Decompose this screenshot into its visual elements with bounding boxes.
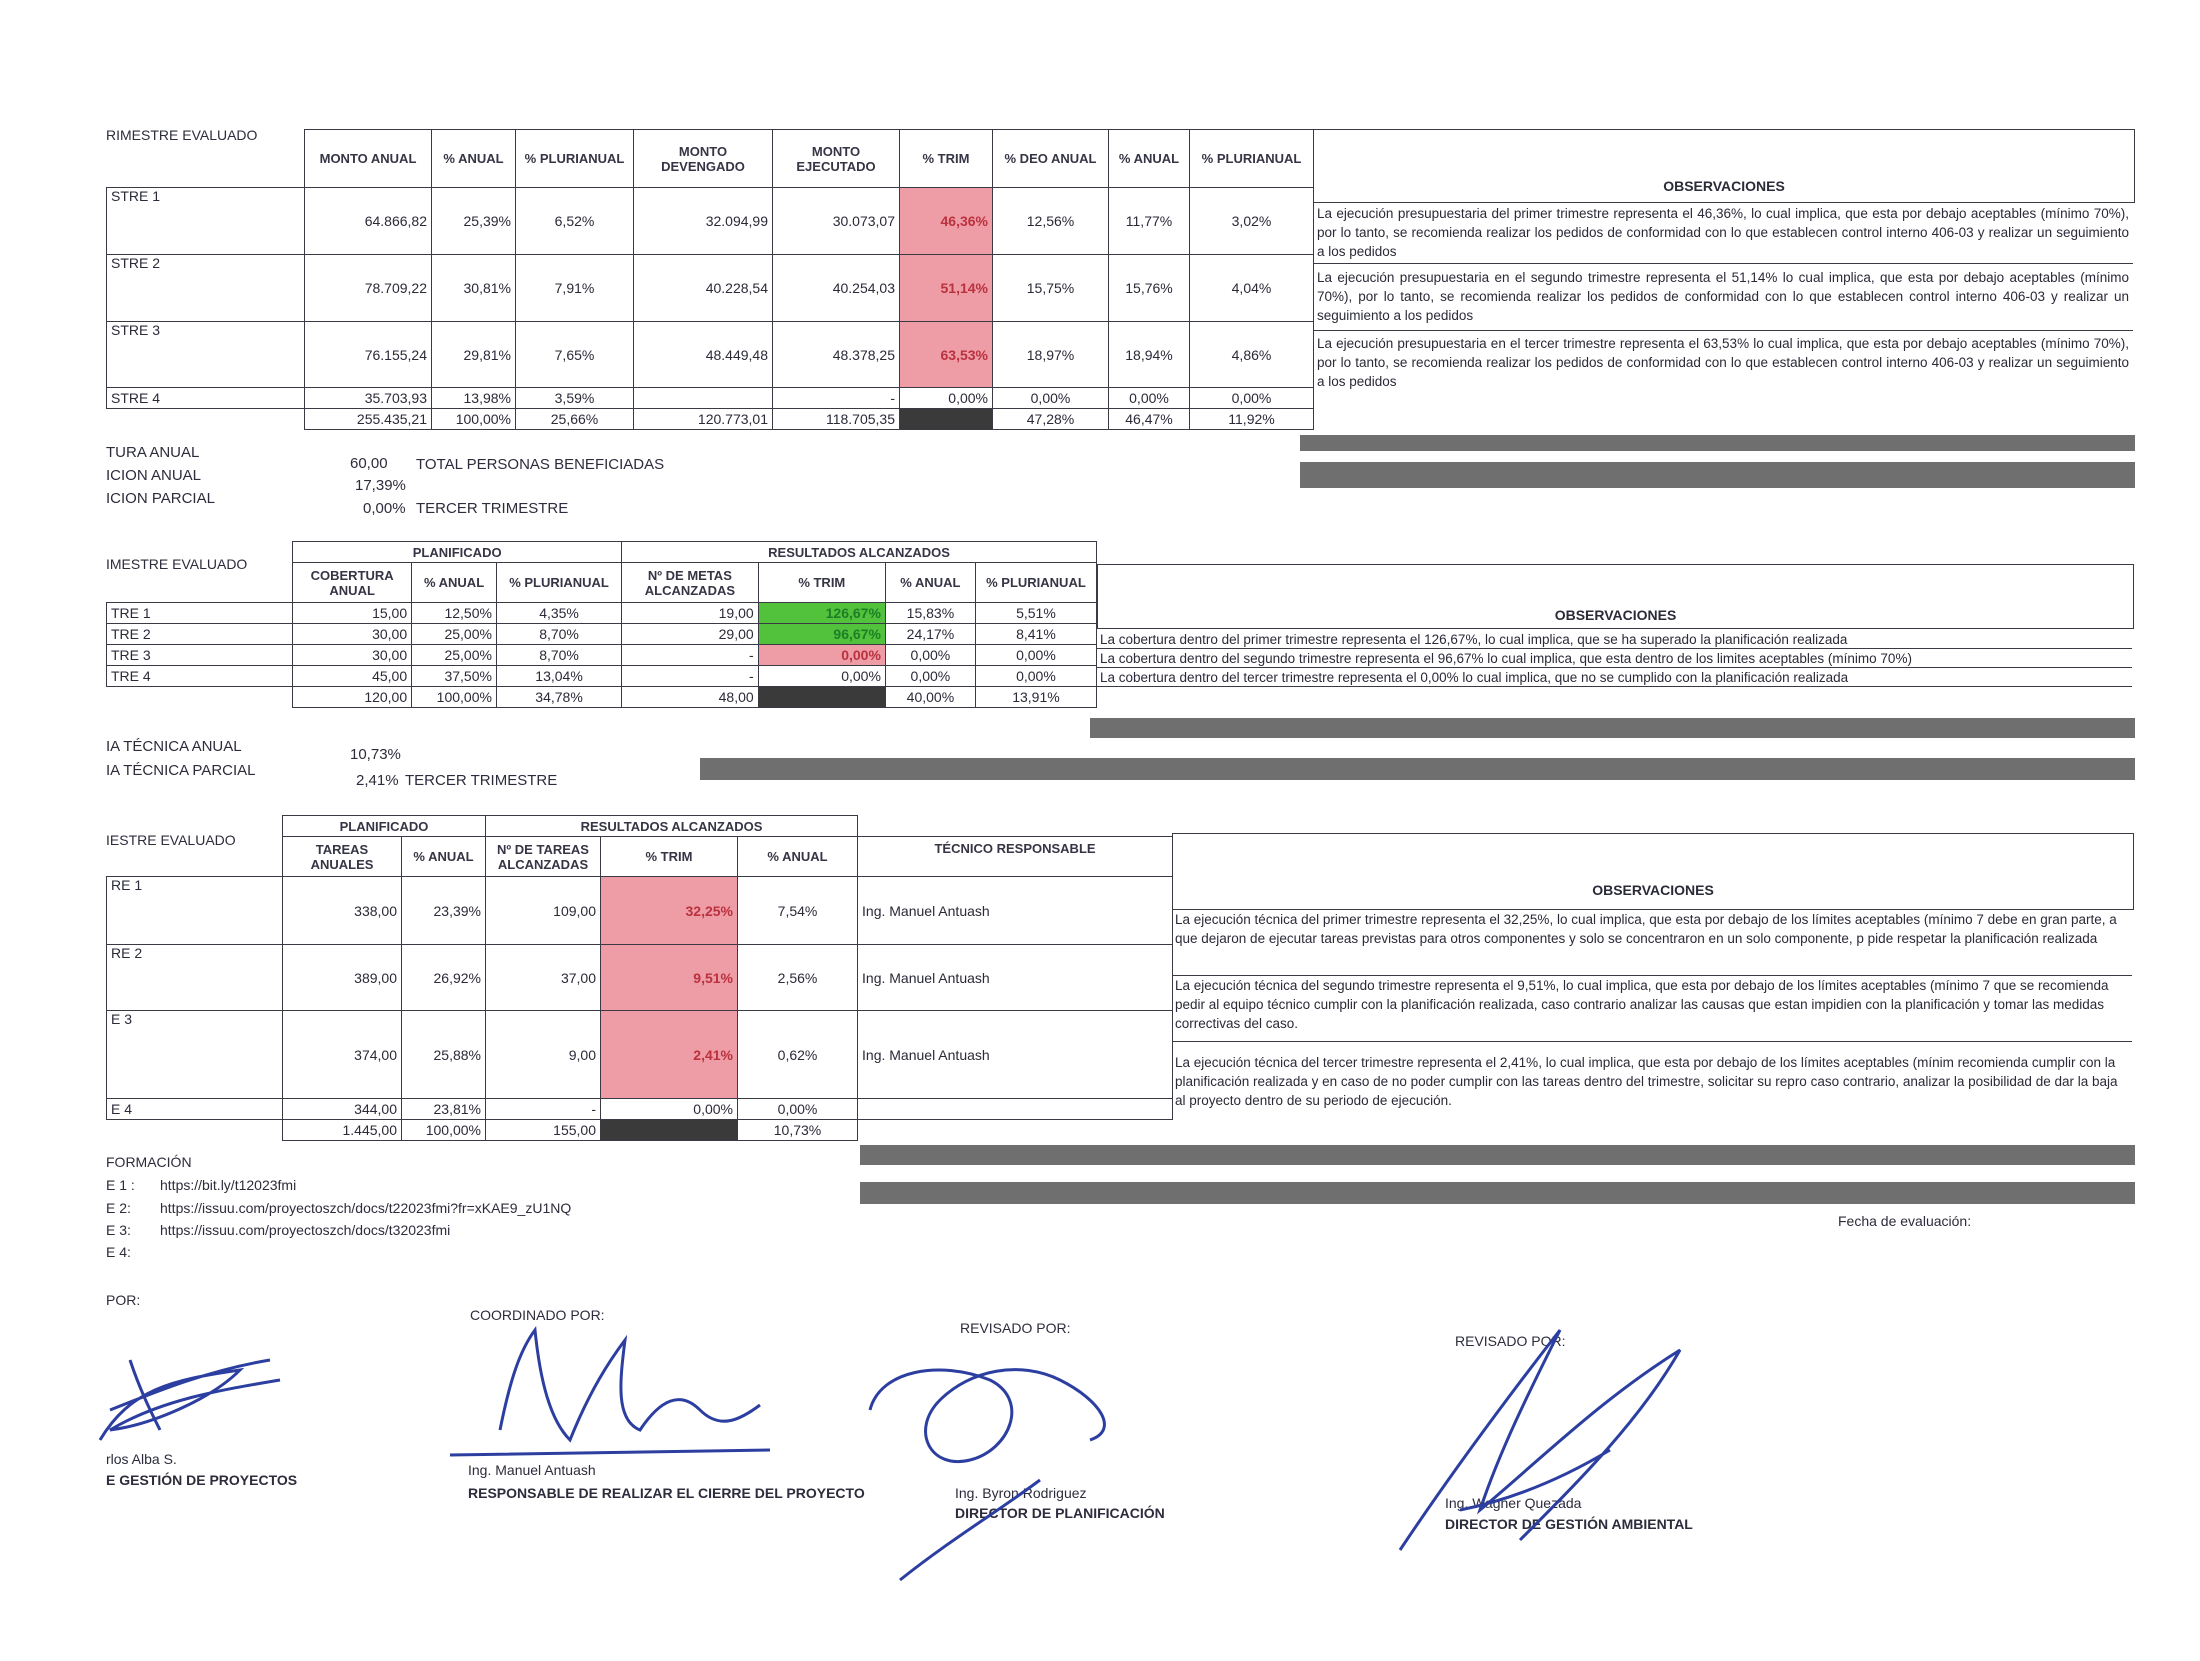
cell-trim: 126,67% [758,603,885,624]
cell-anual-2: 18,94% [1109,322,1190,388]
observation-text: La cobertura dentro del tercer trimestre representa el 0,00% lo cual implica, que no se cumplido con la planificación realizada [1100,670,1849,685]
obs-header-box [1172,833,2134,910]
signature-2-drawing [440,1320,820,1480]
cell-plur-2: 8,41% [975,624,1096,645]
cell-anual-2: 7,54% [738,877,858,945]
cell-pct-plur: 7,65% [516,322,634,388]
total-trim-dark [900,409,993,430]
cell-ejecutado: 40.254,03 [773,255,900,322]
hdr-pct-trim: % TRIM [601,837,738,877]
hdr-pct-anual: % ANUAL [412,563,497,603]
cell-pct-plur: 7,91% [516,255,634,322]
sig-name: Ing. Manuel Antuash [468,1462,596,1478]
cell-cobertura: 45,00 [293,666,412,687]
cell-pct-plur: 6,52% [516,188,634,255]
link-label: E 4: [106,1244,131,1260]
group-resultados: RESULTADOS ALCANZADOS [622,542,1097,563]
cell-plur-2: 0,00% [975,645,1096,666]
total-anual-2: 10,73% [738,1120,858,1141]
observation-text: La ejecución técnica del primer trimestre representa el 32,25%, lo cual implica, que esta por debajo de los límites aceptables (mínimo 7 debe en gran parte, a que dejaron de ejecutar tareas previstas para otros componentes y solo se concentraron en un solo componente, p pide respetar la planificación realizada [1175,912,2117,946]
cell-plur: 4,35% [496,603,621,624]
hdr-pct-plurianual: % PLURIANUAL [516,130,634,188]
summary-value: 2,41% [356,772,399,789]
link-label: E 3: [106,1222,131,1238]
cell-metas: 19,00 [622,603,759,624]
sig-role: DIRECTOR DE PLANIFICACIÓN [955,1505,1165,1521]
cell-devengado [634,388,773,409]
row-label: TRE 2 [107,624,293,645]
obs-header-box [1313,129,2135,203]
cell-trim: 0,00% [758,666,885,687]
hdr-monto-devengado: MONTO DEVENGADO [634,130,773,188]
group-planificado: PLANIFICADO [283,816,486,837]
cell-tareas: 338,00 [283,877,402,945]
hdr-cobertura: COBERTURA ANUAL [293,563,412,603]
row-label: STRE 2 [107,255,305,322]
total-plur: 34,78% [496,687,621,708]
fecha-evaluacion: Fecha de evaluación: [1838,1213,1972,1229]
cell-trim: 9,51% [601,945,738,1011]
sig-role: DIRECTOR DE GESTIÓN AMBIENTAL [1445,1516,1693,1532]
cell-anual-2: 11,77% [1109,188,1190,255]
row-label: STRE 3 [107,322,305,388]
summary-note: TOTAL PERSONAS BENEFICIADAS [416,456,665,473]
hdr-tareas-alcanzadas: Nº DE TAREAS ALCANZADAS [486,837,601,877]
table-row [107,388,1314,409]
cell-ejecutado: - [773,388,900,409]
row-label: E 3 [107,1011,283,1099]
summary-value: 60,00 [350,455,388,472]
cell-anual: 25,00% [412,624,497,645]
cell-tecnico: Ing. Manuel Antuash [858,1011,1173,1099]
sig-title: POR: [106,1292,141,1308]
row-label: TRE 1 [107,603,293,624]
total-metas: 48,00 [622,687,759,708]
hdr-pct-plurianual-2: % PLURIANUAL [975,563,1096,603]
cell-anual-2: 24,17% [885,624,975,645]
cell-alcanzadas: 37,00 [486,945,601,1011]
cell-devengado: 40.228,54 [634,255,773,322]
cell-deo: 0,00% [993,388,1109,409]
gray-bar [860,1182,2135,1204]
total-row [107,409,1314,430]
total-plur-2: 13,91% [975,687,1096,708]
hdr-pct-trim: % TRIM [900,130,993,188]
cell-plur-2: 3,02% [1190,188,1314,255]
cell-anual: 23,81% [402,1099,486,1120]
summary-label: ICION ANUAL [106,467,202,484]
cell-metas: - [622,645,759,666]
cell-anual-2: 15,76% [1109,255,1190,322]
summary-value: 0,00% [363,500,406,517]
cell-trim: 2,41% [601,1011,738,1099]
obs-header: OBSERVACIONES [1663,178,1785,194]
summary-note: TERCER TRIMESTRE [416,500,569,517]
link-label: E 1 : [106,1177,135,1193]
observation-text: La cobertura dentro del segundo trimestre representa el 96,67% lo cual implica, que esta dentro de los limites aceptables (mínimo 70%) [1100,651,1912,666]
summary-label: IA TÉCNICA PARCIAL [106,762,256,779]
cell-plur: 8,70% [496,645,621,666]
row-label: STRE 4 [107,388,305,409]
divider [1313,330,2133,331]
cell-anual-2: 0,62% [738,1011,858,1099]
observation-text: La ejecución presupuestaria del primer trimestre representa el 46,36%, lo cual implica, que esta por debajo aceptables (mínimo 70%), por lo tanto, se recomienda realizar los pedidos de conformidad con lo que establecen control interno 406-03 y realizar un seguimiento a los pedidos [1317,206,2129,259]
hdr-pct-plurianual-2: % PLURIANUAL [1190,130,1314,188]
hdr-pct-anual-2: % ANUAL [1109,130,1190,188]
cell-ejecutado: 30.073,07 [773,188,900,255]
cell-plur-2: 4,04% [1190,255,1314,322]
hdr-monto-anual: MONTO ANUAL [305,130,432,188]
sig-role: RESPONSABLE DE REALIZAR EL CIERRE DEL PROYECTO [468,1485,865,1501]
summary-label: IA TÉCNICA ANUAL [106,738,242,755]
sig-name: Ing. Wagner Quezada [1445,1495,1582,1511]
row-label: RE 1 [107,877,283,945]
observation-text: La ejecución técnica del tercer trimestre representa el 2,41%, lo cual implica, que esta por debajo de los límites aceptables (mínim recomienda cumplir con la planificación realizada y en caso de no poder cumplir con las tareas dentro del trimestre, solicitar su repro caso contrario, analizar la posibilidad de dar la baja al proyecto dentro de su periodo de ejecución. [1175,1055,2118,1108]
table-row [107,188,1314,255]
table-row [107,645,1097,666]
gray-bar [700,758,2135,780]
cell-plur: 13,04% [496,666,621,687]
row-label: E 4 [107,1099,283,1120]
cell-plur-2: 0,00% [1190,388,1314,409]
cell-monto-anual: 76.155,24 [305,322,432,388]
cell-anual-2: 15,83% [885,603,975,624]
cell-plur: 8,70% [496,624,621,645]
table-row [107,255,1314,322]
observation-text: La ejecución presupuestaria en el segundo trimestre representa el 51,14% lo cual implica, que esta por debajo aceptables (mínimo 70%), por lo tanto, se recomienda realizar los pedidos de conformidad con lo que establecen control interno 406-03 y realizar un seguimiento a los pedidos [1317,270,2129,323]
total-devengado: 120.773,01 [634,409,773,430]
table-row [107,666,1097,687]
hdr-pct-anual: % ANUAL [432,130,516,188]
signature-4-drawing [1380,1310,1740,1560]
row-label: TRE 4 [107,666,293,687]
sig-name: Ing. Byron Rodriguez [955,1485,1087,1501]
sig-name: rlos Alba S. [106,1451,177,1467]
signature-3-drawing [860,1340,1200,1600]
total-ejecutado: 118.705,35 [773,409,900,430]
cell-anual-2: 0,00% [1109,388,1190,409]
observation-text: La ejecución presupuestaria en el tercer trimestre representa el 63,53% lo cual implica, que esta por debajo aceptables (mínimo 70%), por lo tanto, se recomienda realizar los pedidos de conformidad con lo que establecen control interno 406-03 y realizar un seguimiento a los pedidos [1317,336,2129,389]
t1-row-label: RIMESTRE EVALUADO [106,127,258,143]
cell-cobertura: 30,00 [293,624,412,645]
cell-monto-anual: 78.709,22 [305,255,432,322]
hdr-monto-ejecutado: MONTO EJECUTADO [773,130,900,188]
hdr-pct-plurianual: % PLURIANUAL [496,563,621,603]
info-link[interactable]: https://issuu.com/proyectoszch/docs/t22023fmi?fr=xKAE9_zU1NQ [160,1200,572,1216]
hdr-pct-deo-anual: % DEO ANUAL [993,130,1109,188]
gray-bar [1300,462,2135,488]
info-link[interactable]: https://bit.ly/t12023fmi [160,1177,297,1193]
cell-plur-2: 4,86% [1190,322,1314,388]
link-label: E 2: [106,1200,131,1216]
cell-trim: 32,25% [601,877,738,945]
t3-row-label: IESTRE EVALUADO [106,832,236,848]
cell-metas: 29,00 [622,624,759,645]
cell-anual: 12,50% [412,603,497,624]
cell-tecnico: Ing. Manuel Antuash [858,877,1173,945]
coverage-table [106,541,1097,708]
sig-title: COORDINADO POR: [470,1307,605,1323]
cell-deo: 12,56% [993,188,1109,255]
divider [1097,686,2132,687]
table-row [107,945,1173,1011]
divider [1172,975,2132,976]
total-tareas: 1.445,00 [283,1120,402,1141]
hdr-pct-anual-2: % ANUAL [885,563,975,603]
hdr-pct-anual: % ANUAL [402,837,486,877]
hdr-tareas-anuales: TAREAS ANUALES [283,837,402,877]
cell-metas: - [622,666,759,687]
cell-trim: 51,14% [900,255,993,322]
total-deo: 47,28% [993,409,1109,430]
gray-bar [1090,718,2135,738]
total-trim-dark [601,1120,738,1141]
total-row [107,687,1097,708]
summary-value: 10,73% [350,746,401,763]
total-row [107,1120,1173,1141]
table-row [107,603,1097,624]
budget-table [106,129,1314,430]
sig-title: REVISADO POR: [1455,1333,1566,1349]
table-row [107,1099,1173,1120]
row-label: TRE 3 [107,645,293,666]
divider [1097,667,2132,668]
cell-cobertura: 30,00 [293,645,412,666]
gray-bar [860,1145,2135,1165]
row-label: STRE 1 [107,188,305,255]
hdr-pct-anual-2: % ANUAL [738,837,858,877]
hdr-pct-trim: % TRIM [758,563,885,603]
table-row [107,1011,1173,1099]
cell-cobertura: 15,00 [293,603,412,624]
group-resultados: RESULTADOS ALCANZADOS [486,816,858,837]
hdr-tecnico: TÉCNICO RESPONSABLE [858,837,1173,877]
row-label: RE 2 [107,945,283,1011]
signature-1-drawing [90,1330,290,1460]
cell-pct-plur: 3,59% [516,388,634,409]
total-pct-plur: 25,66% [516,409,634,430]
cell-alcanzadas: 9,00 [486,1011,601,1099]
gray-bar [1300,435,2135,451]
cell-trim: 96,67% [758,624,885,645]
obs-header: OBSERVACIONES [1592,882,1714,898]
info-title: FORMACIÓN [106,1154,192,1170]
cell-devengado: 32.094,99 [634,188,773,255]
total-cobertura: 120,00 [293,687,412,708]
cell-pct-anual: 30,81% [432,255,516,322]
cell-anual-2: 0,00% [738,1099,858,1120]
info-link[interactable]: https://issuu.com/proyectoszch/docs/t32023fmi [160,1222,451,1238]
cell-alcanzadas: 109,00 [486,877,601,945]
cell-anual: 26,92% [402,945,486,1011]
summary-note: TERCER TRIMESTRE [405,772,558,789]
cell-tareas: 374,00 [283,1011,402,1099]
total-alcanzadas: 155,00 [486,1120,601,1141]
sig-title: REVISADO POR: [960,1320,1071,1336]
observation-text: La ejecución técnica del segundo trimestre representa el 9,51%, lo cual implica, que esta por debajo de los límites aceptables (mínimo 7 que se recomienda pedir al equipo técnico cumplir con la planificación realizada, caso contrario analizar las causas que estan impidien con la planificación y tomar las medidas correctivas del caso. [1175,978,2109,1031]
cell-alcanzadas: - [486,1099,601,1120]
cell-pct-anual: 25,39% [432,188,516,255]
cell-pct-anual: 29,81% [432,322,516,388]
cell-devengado: 48.449,48 [634,322,773,388]
cell-tareas: 344,00 [283,1099,402,1120]
sig-role: E GESTIÓN DE PROYECTOS [106,1472,298,1488]
observation-text: La cobertura dentro del primer trimestre representa el 126,67%, lo cual implica, que se ha superado la planificación realizada [1100,632,1848,647]
cell-monto-anual: 35.703,93 [305,388,432,409]
total-monto-anual: 255.435,21 [305,409,432,430]
obs-header-box [1097,564,2134,629]
cell-trim: 46,36% [900,188,993,255]
summary-label: TURA ANUAL [106,444,200,461]
cell-tareas: 389,00 [283,945,402,1011]
total-anual: 100,00% [402,1120,486,1141]
cell-plur-2: 5,51% [975,603,1096,624]
cell-tecnico: Ing. Manuel Antuash [858,945,1173,1011]
cell-trim: 0,00% [601,1099,738,1120]
cell-monto-anual: 64.866,82 [305,188,432,255]
group-planificado: PLANIFICADO [293,542,622,563]
cell-anual-2: 2,56% [738,945,858,1011]
cell-ejecutado: 48.378,25 [773,322,900,388]
table-row [107,322,1314,388]
technical-table [106,815,1173,1141]
total-anual: 100,00% [412,687,497,708]
cell-anual: 25,00% [412,645,497,666]
cell-trim: 63,53% [900,322,993,388]
cell-anual: 23,39% [402,877,486,945]
obs-header: OBSERVACIONES [1554,607,1677,623]
divider [1097,648,2132,649]
cell-deo: 15,75% [993,255,1109,322]
cell-anual: 37,50% [412,666,497,687]
cell-pct-anual: 13,98% [432,388,516,409]
cell-deo: 18,97% [993,322,1109,388]
total-trim-dark [758,687,885,708]
cell-anual-2: 0,00% [885,666,975,687]
cell-anual-2: 0,00% [885,645,975,666]
cell-trim: 0,00% [758,645,885,666]
cell-plur-2: 0,00% [975,666,1096,687]
divider [1313,263,2133,264]
table-row [107,624,1097,645]
divider [1172,1041,2132,1042]
summary-value: 17,39% [355,477,406,494]
total-anual-2: 40,00% [885,687,975,708]
table-row [107,877,1173,945]
cell-anual: 25,88% [402,1011,486,1099]
total-plur-2: 11,92% [1190,409,1314,430]
cell-trim: 0,00% [900,388,993,409]
t2-row-label: IMESTRE EVALUADO [106,556,248,572]
hdr-metas: Nº DE METAS ALCANZADAS [622,563,759,603]
total-pct-anual: 100,00% [432,409,516,430]
total-anual-2: 46,47% [1109,409,1190,430]
summary-label: ICION PARCIAL [106,490,215,507]
cell-tecnico [858,1099,1173,1120]
